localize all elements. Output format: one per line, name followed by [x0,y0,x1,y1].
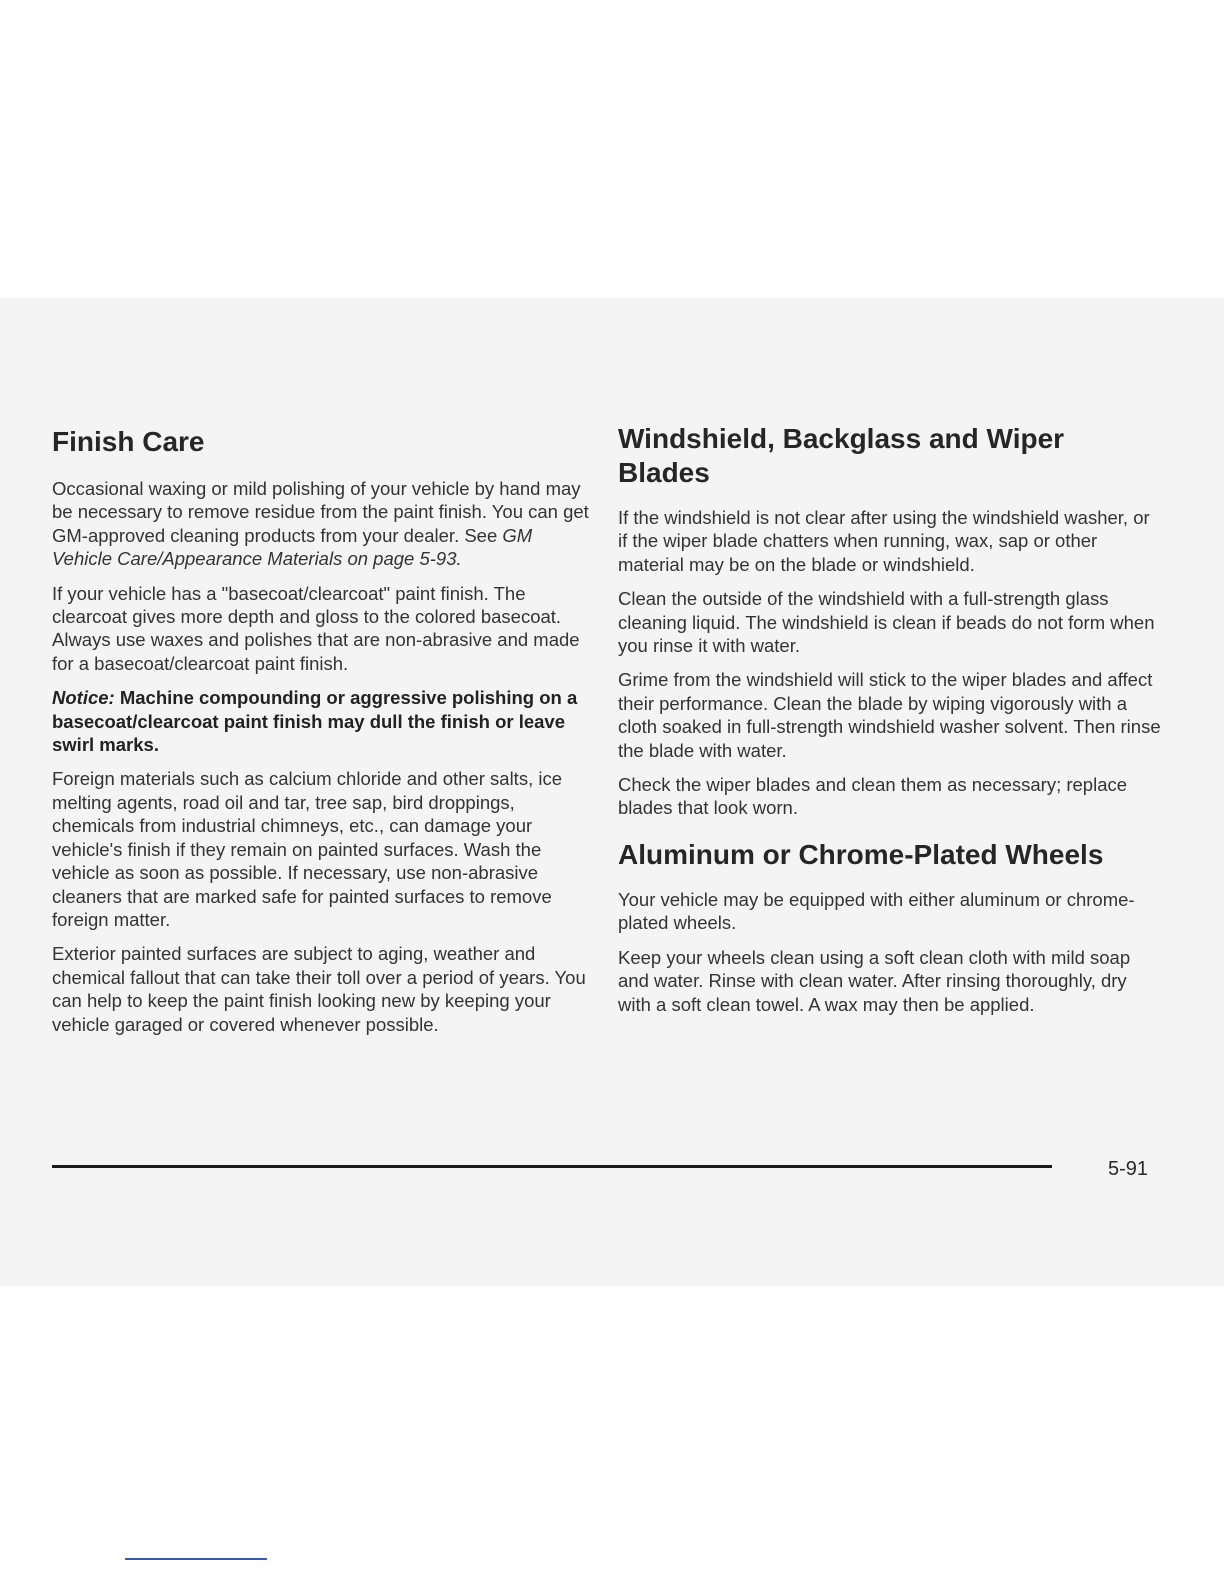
finish-care-para-4: Exterior painted surfaces are subject to aging, weather and chemical fallout that can take their toll over a period of years. You can help to keep the paint finish looking new by keeping your vehicle garaged or covered whenever possible. [52,943,586,1035]
windshield-para-4: Check the wiper blades and clean them as necessary; replace blades that look worn. [618,774,1128,819]
finish-care-para-3: Foreign materials such as calcium chloride and other salts, ice melting agents, road oil and tar, tree sap, bird droppings, chemicals from industrial chimneys, etc., can damage your vehicle's finish if they remain on painted surfaces. Wash the vehicle as soon as possible. If necessary, use non-abrasive cleaners that are marked safe for painted surfaces to remove foreign matter. [52,768,563,930]
windshield-para-2: Clean the outside of the windshield with a full-strength glass cleaning liquid. The windshield is clean if beads do not form when you rinse it with water. [618,588,1155,657]
notice-label: Notice: [52,687,115,709]
finish-care-para-2: If your vehicle has a "basecoat/clearcoat" paint finish. The clearcoat gives more depth and gloss to the colored basecoat. Always use waxes and polishes that are non-abrasive and made for a basecoat/clearcoat paint finish. [52,582,580,674]
windshield-para-3: Grime from the windshield will stick to the wiper blades and affect their performance. Clean the blade by wiping vigorously with a cloth soaked in full-strength windshield washer solvent. Then rinse the blade with water. [618,669,1161,761]
wheels-para-2: Keep your wheels clean using a soft clean cloth with mild soap and water. Rinse with clean water. After rinsing thoroughly, dry with a soft clean towel. A wax may then be applied. [618,946,1131,1015]
left-column [52,425,592,1047]
windshield-heading: Windshield, Backglass and Wiper Blades [618,423,1065,488]
right-column [618,422,1163,1027]
page-number: 5-91 [1108,1158,1149,1180]
wheels-para-1: Your vehicle may be equipped with either aluminum or chrome-plated wheels. [618,888,1135,934]
windshield-para-1: If the windshield is not clear after using the windshield washer, or if the wiper blade chatters when running, wax, sap or other material may be on the blade or windshield. [618,507,1150,575]
finish-care-para-1-text: Occasional waxing or mild polishing of your vehicle by hand may be necessary to remove residue from the paint finish. You can get GM-approved cleaning products from your dealer. See [52,478,589,546]
materials-page-reference: GM Vehicle Care/Appearance Materials on page 5-93. [52,524,533,570]
footer-rule [52,1165,1052,1168]
notice-paragraph [52,686,592,756]
bottom-link-underline [125,1558,267,1560]
finish-care-heading: Finish Care [52,426,205,457]
notice-text: Machine compounding or aggressive polishing on a basecoat/clearcoat paint finish may dull the finish or leave swirl marks. [52,687,578,756]
finish-care-para-1 [52,477,592,571]
wheels-heading: Aluminum or Chrome-Plated Wheels [618,838,1104,870]
